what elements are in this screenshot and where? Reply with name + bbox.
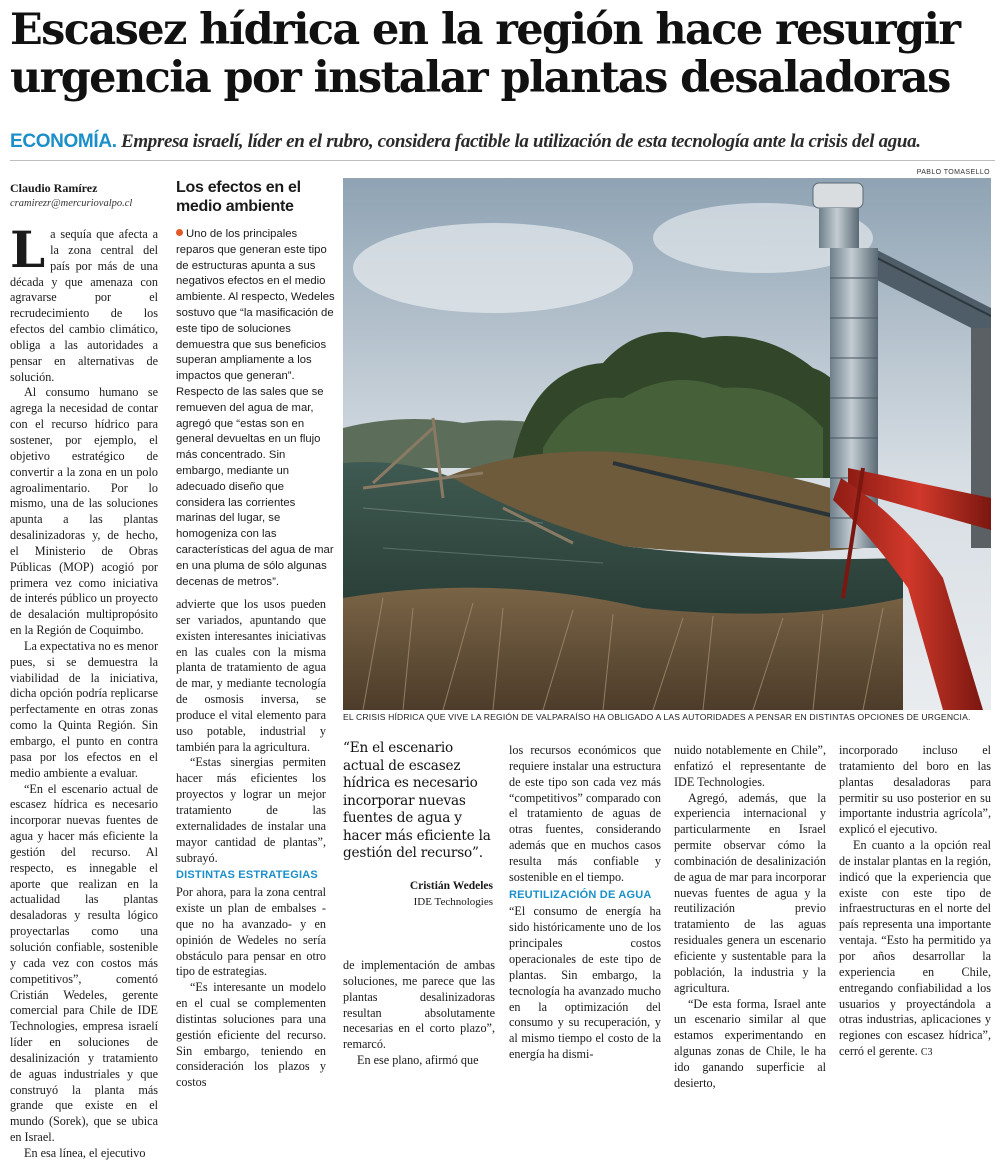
article-column-5: [839, 743, 991, 1061]
pull-quote: “En el escenario actual de escasez hídrica es necesario incorporar nuevas fuentes de agua y hacer más eficiente la gestión del recurso”.: [343, 740, 491, 861]
headline: Escasez hídrica en la región hace resurgir urgencia por instalar plantas desaladoras: [10, 5, 960, 103]
paragraph: Por ahora, para la zona central existe un plan de embalses -que no ha avanzado- y en opinión de Wedeles no sería obstáculo para pensar en otro tipo de estrategias.: [176, 885, 326, 979]
paragraph: En esa línea, el ejecutivo: [24, 1145, 146, 1160]
paragraph: La sequía que afecta a la zona central del país por más de una década y que amenaza con agravarse por el recrudecimiento de los efectos del cambio climático, obliga a las autoridades a pensar en alternativas de solución.: [10, 220, 158, 384]
deck: [10, 131, 995, 153]
deck-divider: [10, 160, 995, 161]
photo-caption: EL CRISIS HÍDRICA QUE VIVE LA REGIÓN DE VALPARAÍSO HA OBLIGADO A LAS AUTORIDADES A PENSAR EN DISTINTAS OPCIONES DE URGENCIA.: [343, 712, 971, 722]
quote-role: IDE Technologies: [413, 896, 493, 908]
subheading: REUTILIZACIÓN DE AGUA: [509, 888, 652, 901]
sidebar-title: Los efectos en el medio ambiente: [176, 179, 301, 215]
drop-cap: L: [10, 220, 46, 279]
paragraph: En cuanto a la opción real de instalar plantas en la región, indicó que la experiencia que existe con este tipo de infraestructuras en el norte del país representa una importante ventaja. “Esto ha permitido ya por años desarrollar la experiencia en Chile, entregando confiabilidad a los usuarios y proyectándola a otras industrias, aplicaciones y regiones con escasez hídrica”, cerró el gerente. C3: [839, 838, 991, 1059]
paragraph: los recursos económicos que requiere instalar una estructura de este tipo son cada vez más “competitivos” comparado con el tratamiento de aguas de otras fuentes, considerando además que en muchos casos resulta más confiable y sostenible en el tiempo.: [509, 743, 661, 884]
deck-text: Empresa israelí, líder en el rubro, considera factible la utilización de esta tecnología ante la crisis del agua.: [116, 131, 921, 152]
photo-credit: PABLO TOMASELLO: [916, 169, 990, 176]
paragraph: “De esta forma, Israel ante un escenario similar al que estamos experimentando en algunas zonas de Chile, le ha ido ganando superficie al desierto,: [674, 996, 826, 1090]
end-mark: C3: [920, 1047, 933, 1059]
author-email: cramirezr@mercuriovalpo.cl: [10, 198, 133, 209]
paragraph: “Es interesante un modelo en el cual se complementen distintas soluciones para una gestión eficiente del recurso. Sin embargo, teniendo en consideración los plazos y costos: [176, 980, 326, 1090]
section-label: ECONOMÍA.: [10, 131, 117, 152]
article-column-mid: [343, 958, 495, 1069]
paragraph: La expectativa no es menor pues, si se demuestra la viabilidad de la iniciativa, dicha opción podría replicarse perfectamente en otras zonas como la Quinta Región. Sin embargo, el punto en contra pasa por los efectos en el medio ambiente a evaluar.: [10, 638, 159, 780]
author-name: Claudio Ramírez: [10, 181, 98, 195]
subheading: DISTINTAS ESTRATEGIAS: [176, 869, 318, 882]
paragraph: Agregó, además, que la experiencia internacional y particularmente en Israel permite observar cómo la combinación de desalinización de agua de mar para incorporar nuevas fuentes de agua y la reutilización previo tratamiento de las aguas residuales genera un escenario eficiente y sustentable para la población, la industria y la agricultura.: [674, 790, 826, 995]
article-column-1: [10, 220, 159, 1162]
sidebar-text: Uno de los principales reparos que generan este tipo de estructuras apunta a sus negativos efectos en el medio ambiente. Al respecto, Wedeles sostuvo que “la masificación de este tipo de soluciones demuestra que sus beneficios superan ampliamente a los impactos que generan”. Respecto de las sales que se remueven del agua de mar, agregó que “estas son en general devueltas en un flujo más concentrado. Sin embargo, mediante un adecuado diseño que considera las corrientes marinas del lugar, se homogeniza con las características del agua de mar en una pluma de sólo algunas decenas de metros”.: [176, 228, 335, 588]
bullet-icon: [176, 229, 183, 236]
paragraph: “El consumo de energía ha sido históricamente uno de los principales costos operacionales de este tipo de plantas. Sin embargo, la tecnología ha avanzado mucho en la optimización del consumo y su recuperación, y al mismo tiempo el costo de la energía ha dismi-: [509, 904, 661, 1062]
paragraph: nuido notablemente en Chile”, enfatizó el representante de IDE Technologies.: [674, 743, 826, 789]
paragraph: “Estas sinergias permiten hacer más eficientes los proyectos y lograr un mejor tratamiento de las externalidades de instalar una mayor cantidad de plantas”, subrayó.: [176, 755, 326, 865]
paragraph: Al consumo humano se agrega la necesidad de contar con el recurso hídrico para sostener, por ejemplo, el objetivo estratégico de convertir a la zona en un polo agroalimentario. Por lo mismo, una de las soluciones apunta a las plantas desalinizadoras y, de hecho, el Ministerio de Obras Públicas (MOP) acogió por primera vez como iniciativa de interés público un proyecto de desalación multipropósito en la Región de Coquimbo.: [10, 385, 158, 638]
article-column-2: [176, 597, 326, 1091]
quote-author: Cristián Wedeles: [409, 880, 493, 892]
paragraph: de implementación de ambas soluciones, me parece que las plantas desalinizadoras resultan absolutamente necesarias en el corto plazo”, remarcó.: [343, 958, 495, 1052]
news-photo: [343, 178, 991, 710]
article-column-4: [674, 743, 826, 1092]
paragraph: incorporado incluso el tratamiento del boro en las plantas desaladoras para permitir su uso posterior en su importante industria agrícola”, explicó el ejecutivo.: [839, 743, 991, 837]
paragraph: En ese plano, afirmó que: [357, 1053, 479, 1068]
article-column-3: [509, 743, 661, 1063]
paragraph: “En el escenario actual de escasez hídrica es necesario incorporar nuevas fuentes de agua y hacer más eficiente la gestión del recurso. Al respecto, es innegable el aporte que realizan en la actualidad las plantas desaladoras y resulta lógico proyectarlas como una solución confiable, sostenible y cada vez con costos más competitivos”, comentó Cristián Wedeles, gerente comercial para Chile de IDE Technologies, empresa israelí líder en soluciones de desalinización y tratamiento de aguas industriales y que construyó la planta más grande que existe en el mundo (Sorek), que se ubica en Israel.: [10, 781, 158, 1145]
reservoir-tower-illustration: [343, 178, 991, 710]
paragraph: advierte que los usos pueden ser variados, apuntando que existen interesantes iniciativas en las cuales con la misma planta de tratamiento de agua de mar, y mediante tecnología de osmosis inversa, se produce el vital elemento para uso potable, industrial y también para la agricultura.: [176, 597, 326, 754]
